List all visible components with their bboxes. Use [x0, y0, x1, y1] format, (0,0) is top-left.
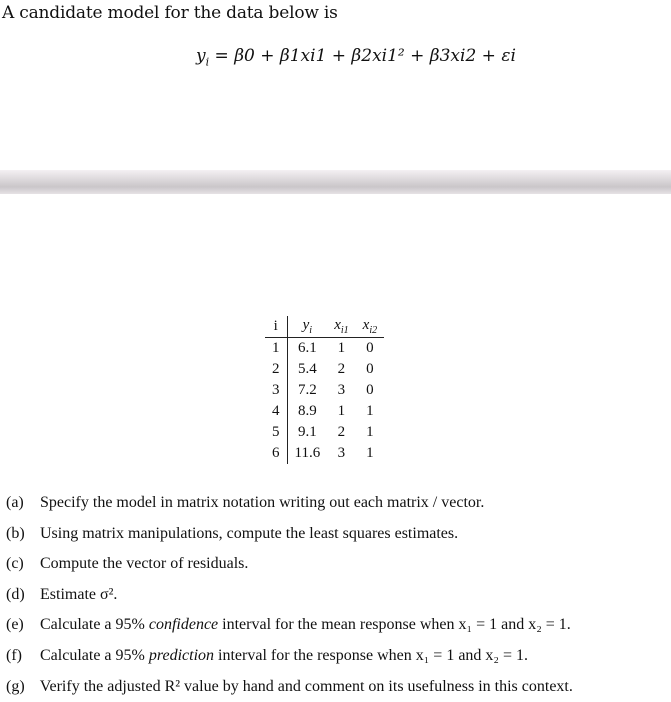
cell-y: 11.6 — [294, 445, 321, 461]
header-x1: $x_{i1}$ — [327, 316, 355, 338]
header-i: i — [265, 316, 287, 338]
cell-x1: 3 — [337, 382, 346, 398]
cell-i: 3 — [265, 380, 287, 401]
cell-y: 7.2 — [297, 382, 317, 398]
question-label: (g) — [6, 677, 25, 695]
model-lhs: y — [196, 46, 206, 66]
question-text: Using matrix manipulations, compute the least squares estimates. — [40, 524, 459, 542]
question-item — [6, 641, 671, 672]
cell-i: 1 — [265, 338, 287, 360]
question-text: Compute the vector of residuals. — [40, 555, 249, 573]
question-item — [6, 519, 671, 550]
data-table — [265, 316, 384, 464]
question-text: Calculate a 95% — [40, 646, 145, 664]
table-row — [265, 422, 384, 443]
question-emphasis: prediction — [148, 646, 215, 664]
header-x2: $x_{i2}$ — [356, 316, 384, 338]
intro-text: A candidate model for the data below is — [2, 3, 338, 23]
cell-x2: 1 — [366, 424, 374, 440]
question-item — [6, 580, 671, 611]
question-text: Verify the adjusted R² value by hand and comment on its usefulness in this context. — [39, 677, 573, 695]
page-divider — [0, 170, 671, 194]
cell-y: 6.1 — [297, 340, 317, 356]
cell-x1: 3 — [337, 445, 346, 461]
cell-i: 5 — [265, 422, 287, 443]
question-text: Estimate σ². — [40, 585, 118, 603]
cell-x2: 0 — [366, 340, 374, 356]
cell-x2: 0 — [366, 382, 374, 398]
cell-x2: 0 — [366, 361, 374, 377]
question-list — [6, 488, 671, 702]
question-emphasis: confidence — [148, 616, 219, 634]
model-equation: $y_i = \beta 0 + \beta 1xi1 + \beta 2xi1^2 + \beta 3xi2 + \varepsilon i$ — [196, 46, 516, 69]
question-label: (b) — [6, 524, 25, 542]
question-text-end: interval for the mean response when x₁ = 1 and x₂ = 1. — [222, 616, 571, 634]
model-lhs-sub: i — [205, 55, 210, 69]
cell-y: 9.1 — [297, 424, 317, 440]
cell-i: 4 — [265, 401, 287, 422]
question-item — [6, 610, 671, 641]
question-label: (f) — [6, 646, 22, 664]
table-row — [265, 380, 384, 401]
cell-x1: 1 — [337, 340, 346, 356]
table-row — [265, 401, 384, 422]
cell-x1: 2 — [337, 424, 346, 440]
question-label: (c) — [6, 555, 24, 573]
question-item — [6, 488, 671, 519]
cell-x1: 2 — [337, 361, 346, 377]
table-row — [265, 443, 384, 464]
cell-y: 5.4 — [297, 361, 317, 377]
question-label: (a) — [6, 494, 24, 511]
cell-x2: 1 — [366, 445, 374, 461]
cell-i: 2 — [265, 359, 287, 380]
question-text: Calculate a 95% — [40, 616, 145, 634]
table-header-row — [265, 316, 384, 338]
header-y: $y_i$ — [287, 316, 327, 338]
question-item — [6, 549, 671, 580]
model-rhs: β0 + β1xi1 + β2xi1² + β3xi2 + εi — [234, 46, 516, 66]
question-text: Specify the model in matrix notation writing out each matrix / vector. — [40, 494, 485, 511]
cell-x1: 1 — [337, 403, 346, 419]
table-row — [265, 338, 384, 360]
cell-y: 8.9 — [297, 403, 317, 419]
table-row — [265, 359, 384, 380]
question-item — [6, 672, 671, 702]
cell-x2: 1 — [366, 403, 374, 419]
question-label: (d) — [6, 585, 25, 603]
question-text-end: interval for the response when x₁ = 1 and x₂ = 1. — [218, 646, 529, 664]
question-label: (e) — [6, 616, 24, 634]
cell-i: 6 — [265, 443, 287, 464]
